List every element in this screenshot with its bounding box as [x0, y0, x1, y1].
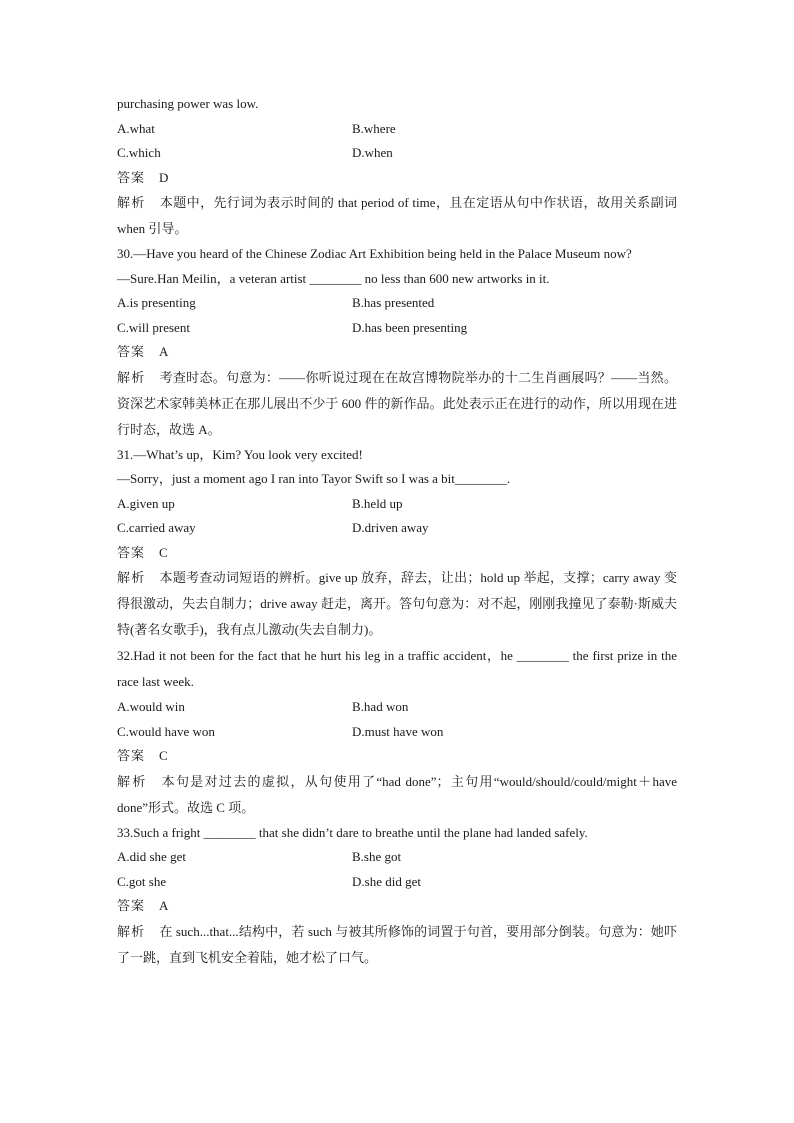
explanation-label: 解析 — [117, 369, 146, 385]
question-stem: 33.Such a fright ________ that she didn’t dare to breathe until the plane had landed safely. — [117, 824, 588, 840]
options-row — [117, 291, 677, 316]
option-d: D.has been presenting — [352, 319, 468, 335]
option-c: C.will present — [117, 319, 190, 335]
answer-value: D — [159, 169, 169, 185]
explanation-text: 本句是对过去的虚拟，从句使用了“had done”；主句用“would/should/could/might＋have done”形式。故选 C 项。 — [117, 773, 677, 815]
question-block — [117, 821, 677, 971]
option-a: A.given up — [117, 495, 175, 511]
options-row — [117, 117, 677, 142]
explanation-text: 本题考查动词短语的辨析。give up 放弃，辞去，让出；hold up 举起，支撑；carry away 变得很激动，失去自制力；drive away 赶走，离开。答句句意为：对不起，刚刚我撞见了泰勒·斯威夫特(著名女歌手)，我有点儿激动(失去自制力)。 — [117, 570, 677, 637]
options-row — [117, 141, 677, 166]
answer-label: 答案 — [117, 748, 146, 763]
option-b: B.where — [352, 120, 396, 136]
explanation-label: 解析 — [117, 195, 146, 210]
options-row — [117, 720, 677, 745]
explanation-text: 考查时态。句意为：——你听说过现在在故宫博物院举办的十二生肖画展吗？——当然。资深艺术家韩美林正在那儿展出不少于 600 件的新作品。此处表示正在进行的动作，所以用现在进行时态，故选 A。 — [117, 369, 677, 437]
options-row — [117, 316, 677, 341]
option-b: B.she got — [352, 849, 402, 864]
option-d: D.driven away — [352, 520, 429, 535]
question-stem: 30.—Have you heard of the Chinese Zodiac Art Exhibition being held in the Palace Museum now? — [117, 246, 632, 261]
answer-line — [117, 541, 677, 566]
answer-line — [117, 744, 677, 769]
answer-line — [117, 894, 677, 919]
options-row — [117, 516, 677, 541]
explanation — [117, 190, 677, 242]
document-page — [117, 92, 677, 971]
question-stem: —Sure.Han Meilin，a veteran artist ________ no less than 600 new artworks in it. — [117, 270, 550, 286]
explanation-label: 解析 — [117, 923, 146, 939]
options-row — [117, 845, 677, 870]
answer-value: A — [159, 344, 169, 359]
explanation-text: 在 such...that...结构中，若 such 与被其所修饰的词置于句首，要用部分倒装。句意为：她吓了一跳，直到飞机安全着陆，她才松了口气。 — [117, 923, 677, 965]
explanation-label: 解析 — [117, 570, 146, 585]
question-stem: —Sorry，just a moment ago I ran into Tayor Swift so I was a bit________. — [117, 471, 511, 486]
option-b: B.held up — [352, 495, 403, 511]
options-row — [117, 870, 677, 895]
explanation — [117, 769, 677, 821]
option-c: C.got she — [117, 873, 167, 889]
answer-value: C — [159, 748, 168, 763]
option-a: A.is presenting — [117, 295, 196, 310]
explanation — [117, 365, 677, 443]
question-block — [117, 242, 677, 443]
explanation-label: 解析 — [117, 773, 148, 789]
option-c: C.which — [117, 145, 161, 160]
answer-label: 答案 — [117, 344, 146, 359]
question-block — [117, 643, 677, 821]
option-a: A.did she get — [117, 849, 186, 864]
question-stem: purchasing power was low. — [117, 96, 259, 111]
option-d: D.when — [352, 145, 393, 160]
option-b: B.has presented — [352, 295, 435, 310]
option-d: D.she did get — [352, 873, 421, 889]
question-stem: 32.Had it not been for the fact that he hurt his leg in a traffic accident，he ________ the first prize in the race last week. — [117, 648, 677, 689]
explanation-text: 本题中，先行词为表示时间的 that period of time，且在定语从句中作状语，故用关系副词 when 引导。 — [117, 195, 677, 236]
answer-value: A — [159, 898, 169, 913]
explanation — [117, 919, 677, 971]
options-row — [117, 695, 677, 720]
answer-line — [117, 340, 677, 365]
option-a: A.what — [117, 120, 155, 136]
explanation — [117, 565, 677, 643]
answer-label: 答案 — [117, 898, 146, 913]
option-b: B.had won — [352, 699, 409, 714]
answer-label: 答案 — [117, 544, 146, 560]
question-block — [117, 92, 677, 242]
answer-value: C — [159, 544, 168, 560]
option-c: C.carried away — [117, 520, 196, 535]
question-stem: 31.—What’s up，Kim? You look very excited! — [117, 446, 363, 462]
option-d: D.must have won — [352, 723, 444, 739]
answer-line — [117, 166, 677, 191]
question-block — [117, 443, 677, 644]
options-row — [117, 492, 677, 517]
option-c: C.would have won — [117, 723, 215, 739]
answer-label: 答案 — [117, 169, 146, 185]
option-a: A.would win — [117, 699, 185, 714]
